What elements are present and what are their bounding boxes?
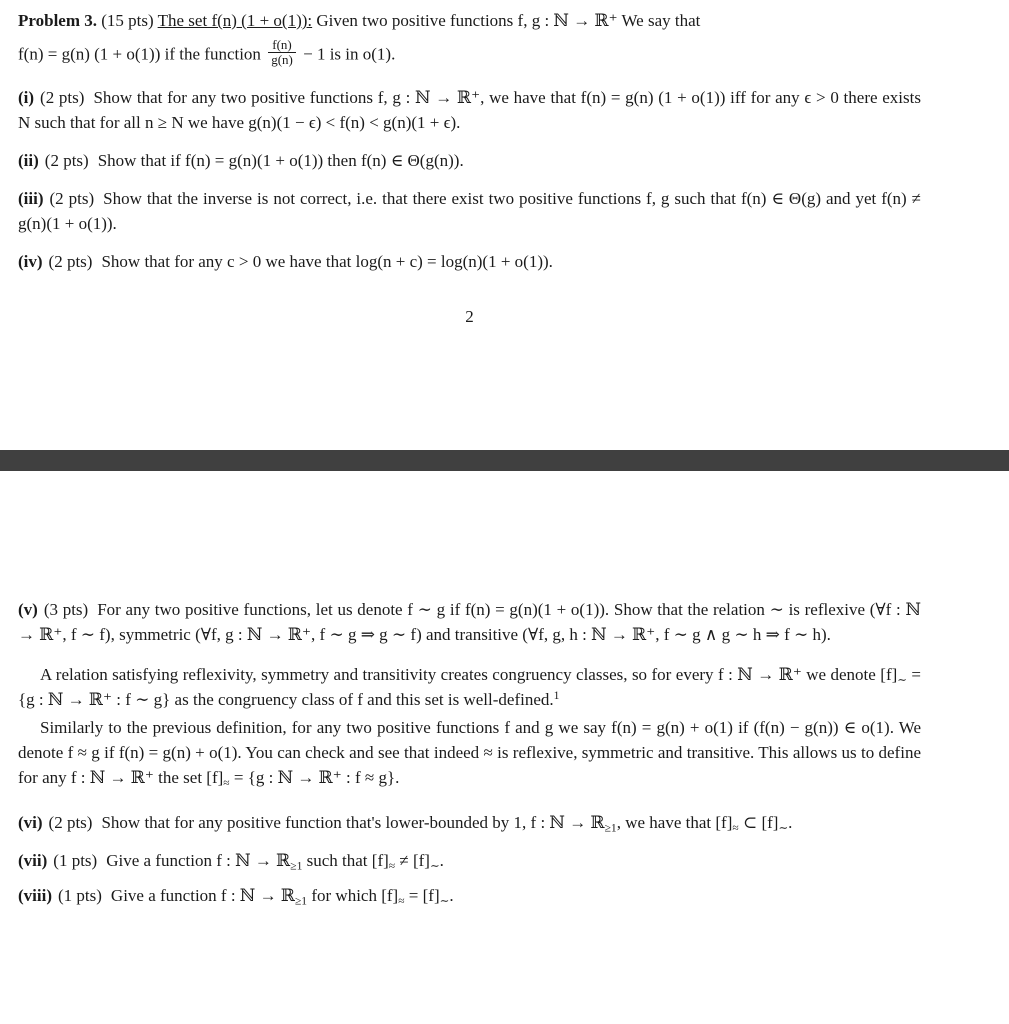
item-v-points: (3 pts) — [43, 600, 89, 619]
item-ii-points: (2 pts) — [44, 150, 89, 170]
item-i-label: (i) — [18, 87, 35, 107]
item-vi-label: (vi) — [18, 813, 43, 832]
item-iv-text: Show that for any c > 0 we have that log(n + c) = log(n)(1 + o(1)). — [101, 251, 553, 271]
problem-intro-text: Given two positive functions f, g : ℕ → ℝ⁺ We say that — [312, 11, 701, 30]
page-1 — [18, 8, 921, 346]
item-ii-label: (ii) — [18, 150, 39, 170]
definition-pre-text: f(n) = g(n) (1 + o(1)) if the function — [18, 44, 266, 64]
item-vii-label: (vii) — [18, 851, 48, 870]
problem-item-v — [18, 597, 921, 647]
problem-item-vi — [18, 810, 921, 835]
definition-line — [18, 37, 921, 71]
item-iv-label: (iv) — [18, 251, 43, 271]
page-break-gap — [0, 450, 1009, 471]
page-2 — [18, 597, 921, 908]
problem-item-vii — [18, 848, 921, 873]
item-iii-text: Show that the inverse is not correct, i.e. that there exist two positive functions f, g such that f(n) ∈ Θ(g) and yet f(n) ≠ g(n)(1 + o(1)). — [18, 188, 921, 233]
item-i-points: (2 pts) — [40, 87, 85, 107]
definition-post-text: − 1 is in o(1). — [298, 44, 396, 64]
problem-points: (15 pts) — [97, 11, 158, 30]
item-iii-points: (2 pts) — [49, 188, 95, 208]
problem-item-ii — [18, 148, 921, 173]
congruency-class-paragraph: A relation satisfying reflexivity, symmetry and transitivity creates congruency classes, so for every f : ℕ → ℝ⁺ we denote $[f]_\sim = \{g$ : ℕ → ℝ⁺ : f ∼ g} as the congruency class of f and this set is well-defined.$^1$ — [18, 665, 921, 709]
item-iii-label: (iii) — [18, 188, 44, 208]
problem-item-viii — [18, 883, 921, 908]
fraction-numerator: f(n) — [268, 38, 296, 53]
problem-header — [18, 8, 921, 33]
item-v-text: For any two positive functions, let us denote f ∼ g if f(n) = g(n)(1 + o(1)). Show that the relation ∼ is reflexive (∀f : ℕ → ℝ⁺, f ∼ f), symmetric (∀f, g : ℕ → ℝ⁺, f ∼ g ⇒ g ∼ f) and transitive (∀f, g, h : ℕ → ℝ⁺, f ∼ g ∧ g ∼ h ⇒ f ∼ h). — [18, 600, 921, 644]
fraction-denominator: g(n) — [271, 52, 293, 68]
fraction-f-over-g — [268, 38, 296, 68]
item-viii-points: (1 pts) — [58, 886, 102, 905]
item-vi-text: Show that for any positive function that's lower-bounded by 1, f : ℕ → ℝ$_{\ge 1}$, we have that $[f]_\approx$ ⊂ $[f]_\sim$. — [101, 813, 793, 835]
page-number: 2 — [465, 306, 474, 326]
item-vi-points: (2 pts) — [48, 813, 93, 832]
problem-label: Problem 3. — [18, 11, 98, 30]
item-ii-text: Show that if f(n) = g(n)(1 + o(1)) then f(n) ∈ Θ(g(n)). — [97, 150, 464, 170]
problem-title-underlined: The set f(n) (1 + o(1)): — [157, 11, 313, 30]
problem-item-iv — [18, 249, 921, 274]
item-vii-text: Give a function f : ℕ → ℝ$_{\ge 1}$ such that $[f]_\approx \ne [f]_\sim$. — [106, 851, 444, 873]
item-v-label: (v) — [18, 600, 38, 619]
item-vii-points: (1 pts) — [53, 851, 98, 870]
item-iv-points: (2 pts) — [48, 251, 93, 271]
item-viii-label: (viii) — [18, 886, 52, 905]
problem-item-iii — [18, 186, 921, 236]
item-viii-text: Give a function f : ℕ → ℝ$_{\ge 1}$ for which $[f]_\approx = [f]_\sim$. — [110, 886, 454, 908]
item-i-text: Show that for any two positive functions f, g : ℕ → ℝ⁺, we have that f(n) = g(n) (1 + o(1)) iff for any ϵ > 0 there exists N such that for all n ≥ N we have g(n)(1 − ϵ) < f(n) < g(n)(1 + ϵ). — [18, 87, 921, 132]
approx-definition-paragraph: Similarly to the previous definition, for any two positive functions f and g we say f(n) = g(n) + o(1) if (f(n) − g(n)) ∈ o(1). We denote f ≈ g if f(n) = g(n) + o(1). You can check and see that indeed ≈ is reflexive, symmetric and transitive. This allows us to define for any f : ℕ → ℝ⁺ the set $[f]_\approx = \{g$ : ℕ → ℝ⁺ : f ≈ g}. — [18, 718, 921, 790]
problem-item-i — [18, 85, 921, 135]
